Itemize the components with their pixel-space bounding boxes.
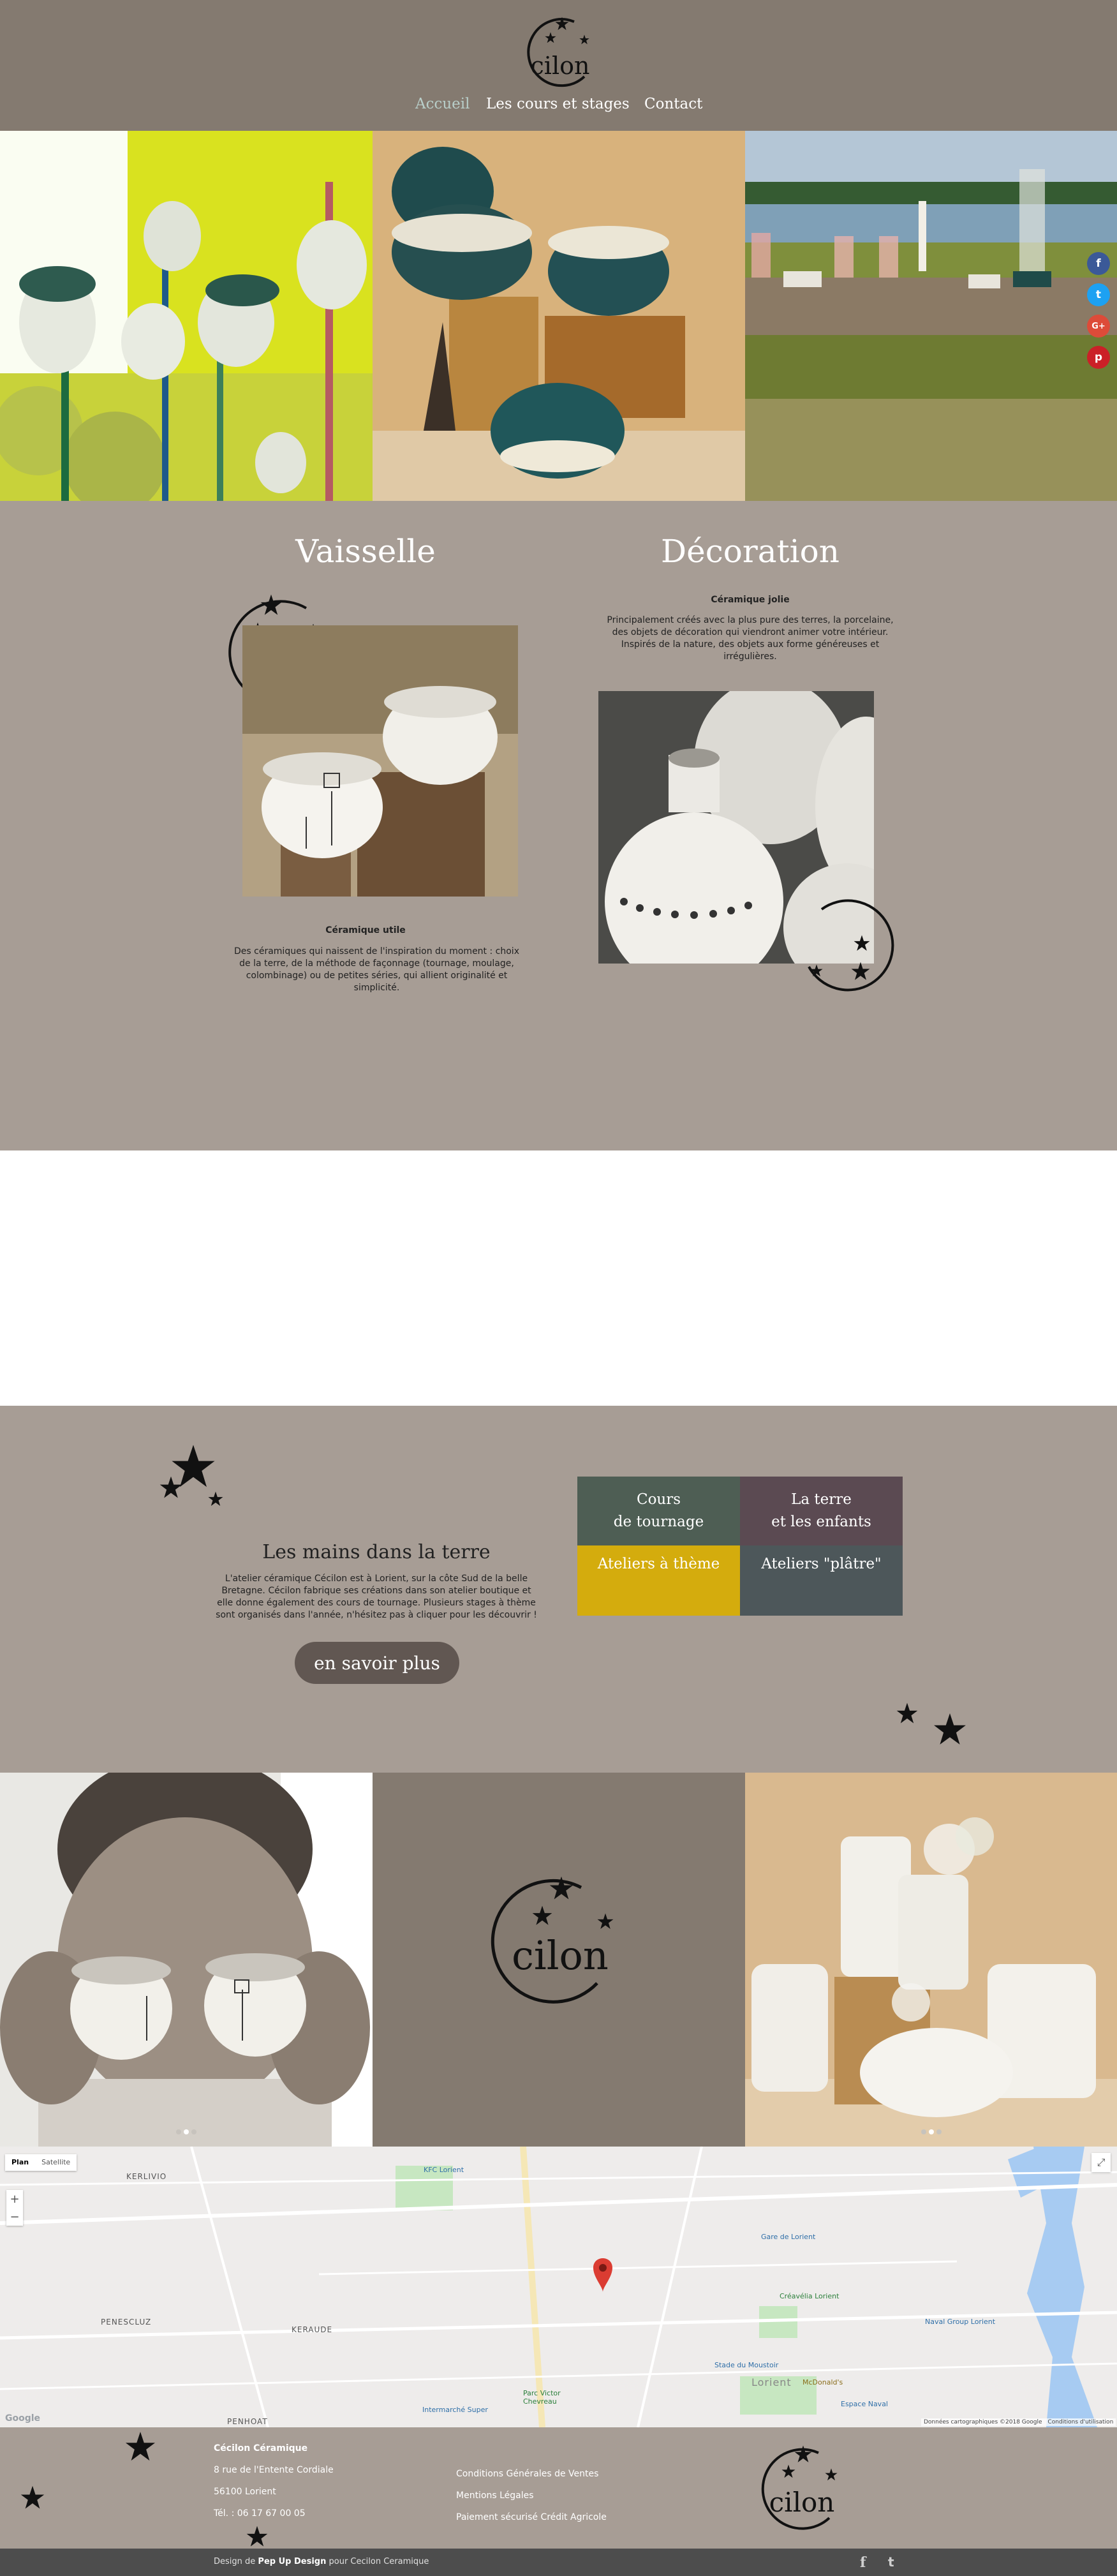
map-attribution (921, 2418, 1116, 2426)
footer-facebook-icon[interactable]: f (860, 2554, 866, 2571)
footer-phone[interactable]: Tél. : 06 17 67 00 05 (214, 2508, 306, 2519)
design-credit-suffix: pour Cecilon Ceramique (329, 2557, 429, 2566)
tile-line: La terre (791, 1491, 852, 1508)
workshop-title: Les mains dans la terre (262, 1541, 491, 1563)
products-section (0, 501, 1117, 1150)
hero-image-bowls-on-wood (373, 131, 745, 501)
footer-logo[interactable] (750, 2440, 852, 2536)
stars-decoration-icon (17, 2482, 48, 2513)
tile-ateliers-platre[interactable] (740, 1545, 903, 1616)
logo-text: cilon (769, 2487, 835, 2518)
google-logo: Google (5, 2413, 41, 2423)
nav-item-cours-stages[interactable]: Les cours et stages (486, 96, 630, 112)
tile-la-terre-et-les-enfants[interactable] (740, 1477, 903, 1545)
tile-line: Ateliers "plâtre" (761, 1556, 882, 1572)
tile-cours-de-tournage[interactable] (577, 1477, 740, 1545)
logo-large (489, 1868, 629, 2009)
stars-decoration-icon (159, 1444, 230, 1514)
map-terms-link[interactable]: Conditions d'utilisation (1047, 2419, 1114, 2425)
workshop-description: L'atelier céramique Cécilon est à Lorient, sur la côte Sud de la belle Bretagne. Cécilon fabrique ses créations dans son atelier boutique et elle donne également des cours de tournage. Plusieurs stages à thème sont organisés dans l'année, n'hésitez pas à cliquer pour les découvrir ! (216, 1574, 537, 1620)
map-label: Lorient (751, 2376, 792, 2388)
map-label: KERLIVIO (126, 2172, 167, 2181)
hero-image-mugs-on-stems (0, 131, 373, 501)
tile-line: Cours (636, 1491, 681, 1508)
map-type-toggle (5, 2154, 77, 2171)
vaisselle-description: Des céramiques qui naissent de l'inspiration du moment : choix de la terre, de la méthode de façonnage (tournage, moulage, colombinage) ou de petites séries, qui allient originalité et simplicité. (234, 946, 519, 993)
map-zoom-out-button[interactable]: − (10, 2210, 20, 2224)
map-zoom-in-button[interactable]: + (10, 2192, 20, 2206)
nav-item-contact[interactable]: Contact (644, 96, 703, 112)
tile-line: de tournage (613, 1514, 704, 1530)
footer-company-name: Cécilon Céramique (214, 2443, 308, 2453)
footer-address-city: 56100 Lorient (214, 2487, 276, 2497)
gallery-image-white-pitchers[interactable] (745, 1773, 1117, 2147)
stars-decoration-icon (121, 2427, 159, 2466)
design-credit (214, 2557, 429, 2566)
tile-line: Ateliers à thème (597, 1556, 720, 1572)
footer-link-cgv[interactable]: Conditions Générales de Ventes (456, 2469, 599, 2479)
pinterest-share-icon[interactable]: p (1087, 346, 1110, 369)
footer-twitter-icon[interactable]: t (888, 2554, 894, 2570)
map-label: PENHOAT (227, 2417, 268, 2426)
logo-text: cilon (512, 1932, 609, 1979)
site-footer (0, 2427, 1117, 2549)
en-savoir-plus-button[interactable]: en savoir plus (295, 1642, 459, 1684)
hero-image-table-by-sea (745, 131, 1117, 501)
map-poi[interactable]: Intermarché Super (422, 2406, 488, 2414)
workshop-section (0, 1406, 1117, 1773)
facebook-share-icon[interactable]: f (1087, 252, 1110, 275)
location-map[interactable] (0, 2147, 1117, 2427)
map-fullscreen-button[interactable]: ⤢ (1091, 2153, 1111, 2172)
stars-decoration-icon (896, 1702, 970, 1753)
decoration-title[interactable]: Décoration (661, 533, 840, 570)
map-data-credit: Données cartographiques ©2018 Google (924, 2419, 1042, 2425)
footer-address-street: 8 rue de l'Entente Cordiale (214, 2465, 334, 2475)
map-poi[interactable]: Naval Group Lorient (925, 2318, 996, 2326)
design-credit-prefix: Design de (214, 2557, 256, 2566)
map-zoom-controls (6, 2190, 23, 2226)
map-poi[interactable]: Espace Naval (841, 2400, 888, 2408)
map-poi[interactable]: Parc Victor Chevreau (523, 2389, 561, 2406)
tile-ateliers-a-theme[interactable] (577, 1545, 740, 1616)
logo[interactable] (515, 10, 605, 93)
logo-text: cilon (530, 52, 590, 80)
map-label: KERAUDE (292, 2325, 333, 2334)
blank-section (0, 1150, 1117, 1406)
stars-decoration-icon (245, 2524, 269, 2549)
footer-link-mentions-legales[interactable]: Mentions Légales (456, 2490, 534, 2501)
decoration-subtitle: Céramique jolie (711, 595, 790, 605)
vaisselle-image-cups-on-post[interactable] (242, 625, 518, 897)
map-type-satellite-button[interactable]: Satellite (41, 2158, 71, 2166)
moon-stars-decoration-icon (796, 890, 905, 999)
map-poi[interactable]: KFC Lorient (424, 2166, 464, 2174)
gallery-logo-panel (373, 1773, 745, 2147)
map-label: PENESCLUZ (101, 2318, 152, 2327)
map-type-plan-button[interactable]: Plan (11, 2158, 29, 2166)
tile-line: et les enfants (771, 1514, 871, 1530)
bottom-bar (0, 2549, 1117, 2576)
vaisselle-title[interactable]: Vaisselle (295, 533, 436, 570)
vaisselle-subtitle: Céramique utile (325, 925, 406, 935)
twitter-share-icon[interactable]: t (1087, 283, 1110, 306)
decoration-description: Principalement créés avec la plus pure des terres, la porcelaine, des objets de décoration qui viendront animer votre intérieur. Inspirés de la nature, des objets aux forme généreuses et irrégulières. (607, 615, 894, 662)
map-poi[interactable]: Créavélia Lorient (780, 2292, 840, 2300)
footer-link-paiement-securise[interactable]: Paiement sécurisé Crédit Agricole (456, 2512, 607, 2522)
map-poi[interactable]: Stade du Moustoir (714, 2361, 779, 2369)
nav-item-accueil[interactable]: Accueil (415, 96, 470, 112)
map-poi[interactable]: Gare de Lorient (761, 2233, 816, 2241)
design-credit-link[interactable]: Pep Up Design (258, 2557, 327, 2566)
google-plus-share-icon[interactable]: G+ (1087, 315, 1110, 338)
site-header (0, 0, 1117, 131)
map-poi[interactable]: McDonald's (803, 2378, 843, 2386)
gallery-image-boy-with-cups[interactable] (0, 1773, 373, 2147)
